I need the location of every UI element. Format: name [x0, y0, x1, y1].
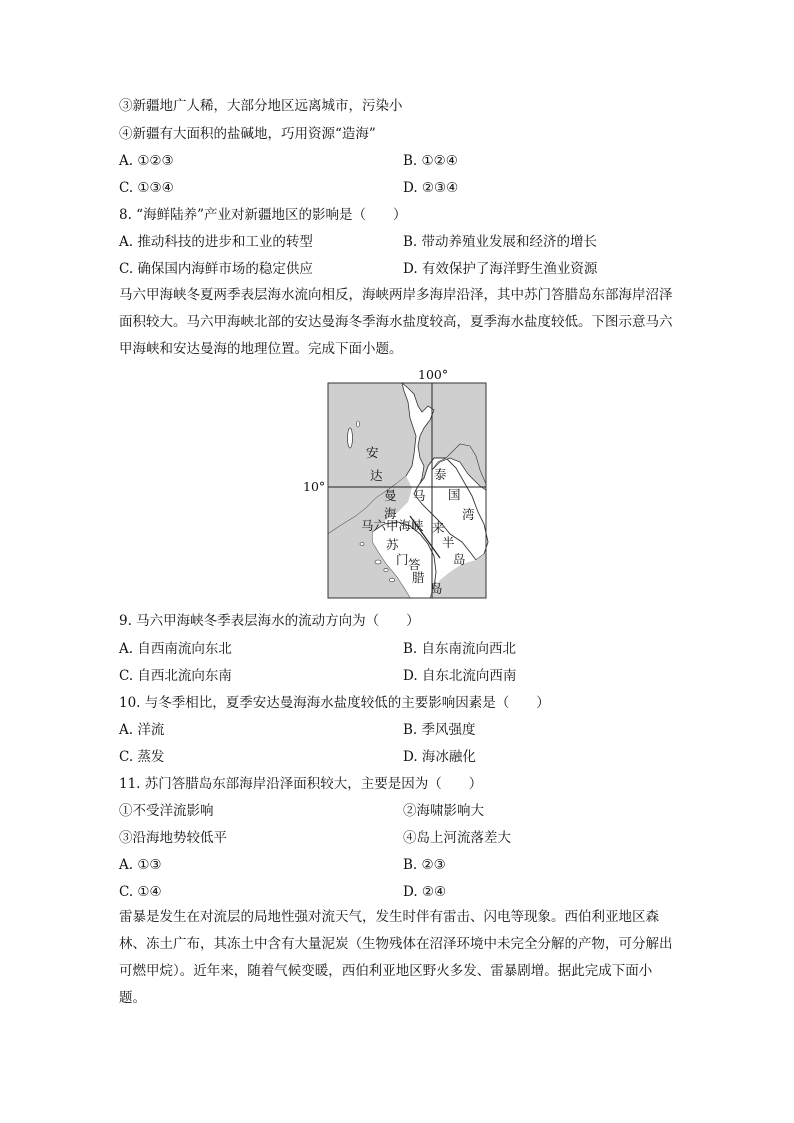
statement-3: ③新疆地广人稀，大部分地区远离城市，污染小	[119, 98, 403, 114]
q7-option-c: C. ①③④	[119, 180, 174, 196]
q11-option-d: D. ②④	[403, 884, 447, 900]
q8-option-c: C. 确保国内海鲜市场的稳定供应	[119, 261, 313, 277]
sumatra-label-4: 腊	[412, 570, 425, 585]
sumatra-label-3: 答	[408, 557, 421, 572]
q11-item-2: ②海啸影响大	[403, 803, 484, 819]
q9-stem: 9. 马六甲海峡冬季表层海水的流动方向为（ ）	[119, 613, 420, 629]
q10-option-a: A. 洋流	[119, 722, 165, 738]
q10-option-d: D. 海冰融化	[403, 749, 476, 765]
passage-malacca: 马六甲海峡冬夏两季表层海水流向相反，海峡两岸多海岸沿泽，其中苏门答腊岛东部海岸沼泽面积较大。马六甲海峡北部的安达曼海冬季海水盐度较高，夏季海水盐度较低。下图示意马六甲海峡和安达曼海的地理位置。完成下面小题。	[119, 287, 673, 357]
longitude-label: 100°	[418, 367, 449, 382]
gulf-thailand-label-2: 国	[448, 487, 461, 502]
statement-4: ④新疆有大面积的盐碱地，巧用资源“造海”	[119, 126, 376, 142]
q9-option-d: D. 自东北流向西南	[403, 668, 517, 684]
passage-thunderstorm: 雷暴是发生在对流层的局地性强对流天气，发生时伴有雷击、闪电等现象。西伯利亚地区森林、冻土广布，其冻土中含有大量泥炭（生物残体在沼泽环境中未完全分解的产物，可分解出可燃甲烷）。近年来，随着气候变暖，西伯利亚地区野火多发、雷暴剧增。据此完成下面小题。	[119, 909, 673, 1006]
malacca-map	[300, 366, 500, 606]
malay-label-1: 马	[413, 488, 426, 503]
q11-item-4: ④岛上河流落差大	[403, 830, 511, 846]
q7-option-a: A. ①②③	[119, 153, 174, 169]
q7-option-d: D. ②③④	[403, 180, 459, 196]
malay-label-3: 半	[442, 535, 455, 550]
andaman-label-1: 安	[366, 445, 379, 460]
q9-option-a: A. 自西南流向东北	[119, 641, 232, 657]
q11-option-a: A. ①③	[119, 857, 162, 873]
andaman-label-4: 海	[384, 506, 397, 521]
q11-item-1: ①不受洋流影响	[119, 803, 214, 819]
gulf-thailand-label-3: 湾	[462, 507, 475, 522]
andaman-label-2: 达	[370, 468, 383, 483]
strait-label: 马六甲海峡	[361, 518, 424, 533]
q11-item-3: ③沿海地势较低平	[119, 830, 227, 846]
q11-stem: 11. 苏门答腊岛东部海岸沿泽面积较大，主要是因为（ ）	[119, 776, 483, 792]
latitude-label: 10°	[303, 479, 326, 494]
q9-option-c: C. 自西北流向东南	[119, 668, 232, 684]
map-graphic	[300, 366, 500, 606]
malay-label-4: 岛	[453, 552, 466, 567]
sumatra-label-1: 苏	[386, 537, 399, 552]
q8-option-a: A. 推动科技的进步和工业的转型	[119, 234, 313, 250]
q7-option-b: B. ①②④	[403, 153, 458, 169]
q9-option-b: B. 自东南流向西北	[403, 641, 517, 657]
q10-option-b: B. 季风强度	[403, 722, 476, 738]
q10-option-c: C. 蒸发	[119, 749, 165, 765]
gulf-thailand-label-1: 泰	[434, 467, 447, 482]
q11-option-c: C. ①④	[119, 884, 162, 900]
q8-stem: 8. “海鲜陆养”产业对新疆地区的影响是（ ）	[119, 207, 407, 223]
q10-stem: 10. 与冬季相比，夏季安达曼海海水盐度较低的主要影响因素是（ ）	[119, 695, 550, 711]
malay-label-2: 来	[432, 520, 445, 535]
q8-option-d: D. 有效保护了海洋野生渔业资源	[403, 261, 598, 277]
q8-option-b: B. 带动养殖业发展和经济的增长	[403, 234, 598, 250]
sumatra-label-2: 门	[396, 552, 409, 567]
andaman-label-3: 曼	[384, 488, 397, 503]
q11-option-b: B. ②③	[403, 857, 446, 873]
sumatra-label-5: 岛	[430, 581, 443, 596]
